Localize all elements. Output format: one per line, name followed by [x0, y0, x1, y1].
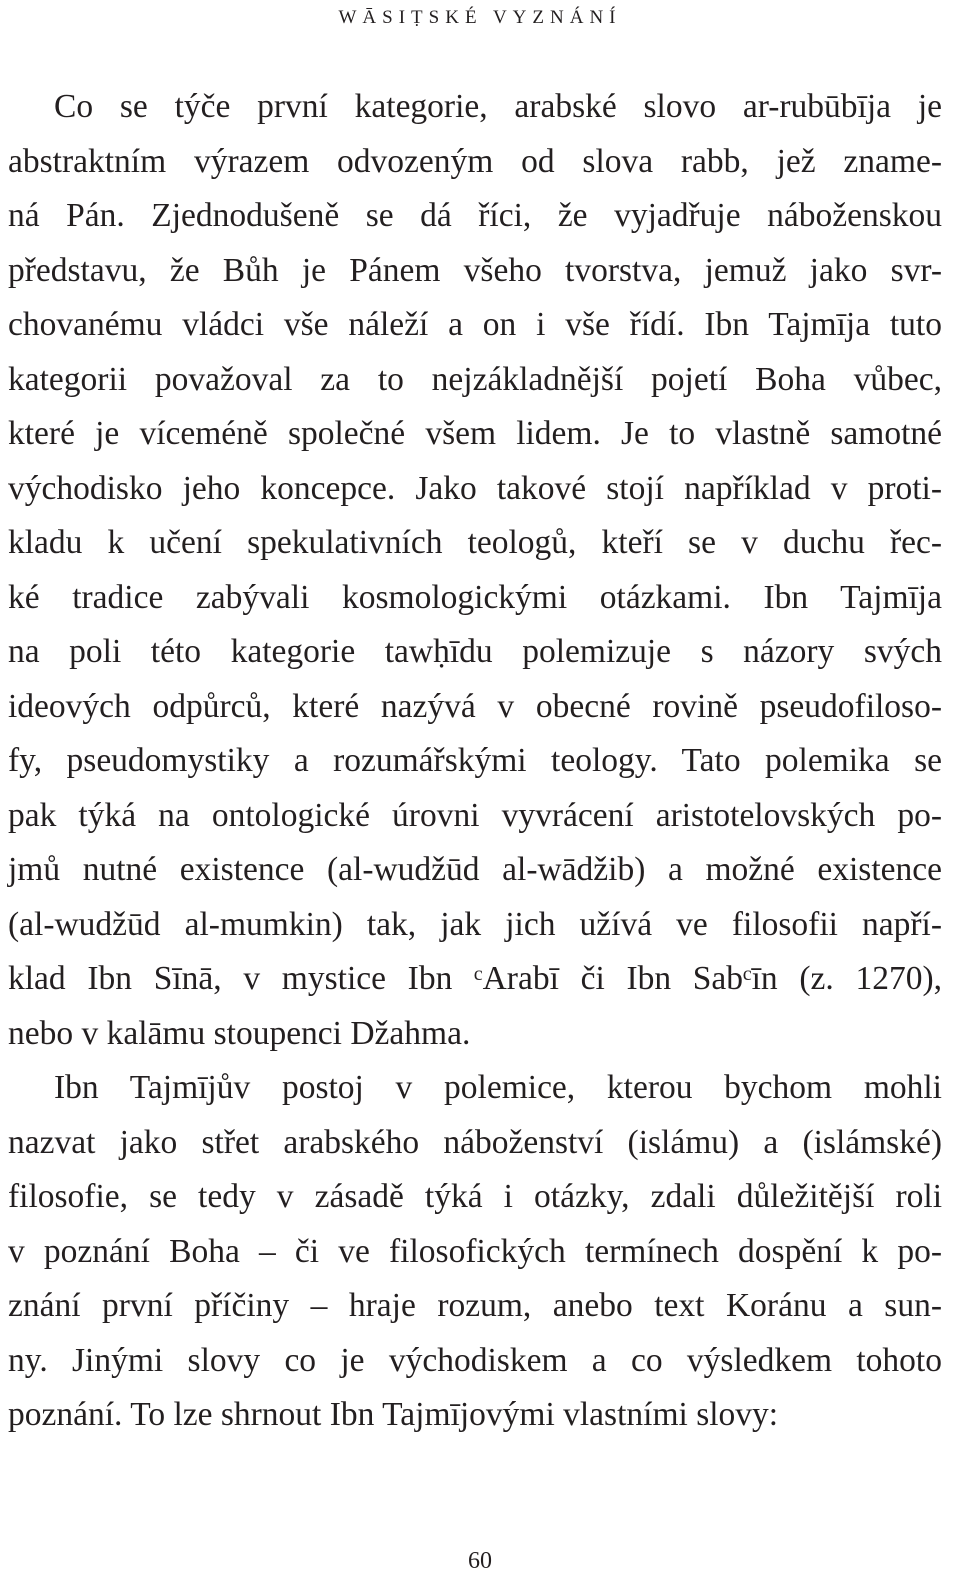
text-line: ideových odpůrců, které nazývá v obecné rovině pseudofiloso- [8, 687, 942, 725]
text-line: Co se týče první kategorie, arabské slovo ar-rubūbīja je [54, 88, 942, 125]
text-line: chovanému vládci vše náleží a on i vše řídí. Ibn Tajmīja tuto [8, 306, 942, 343]
text-line: pak týká na ontologické úrovni vyvrácení aristotelovských po- [8, 796, 942, 834]
text-line: nazvat jako střet arabského náboženství (islámu) a (islámské) [8, 1123, 942, 1161]
text-line: znání první příčiny – hraje rozum, anebo text Koránu a sun- [8, 1287, 942, 1324]
text-line: ny. Jinými slovy co je východiskem a co výsledkem tohoto [8, 1341, 942, 1379]
text-line: abstraktním výrazem odvozeným od slova rabb, jež zname- [8, 142, 942, 180]
text-line: představu, že Bůh je Pánem všeho tvorstva, jemuž jako svr- [8, 251, 942, 289]
text-line: klad Ibn Sīnā, v mystice Ibn ᶜArabī či Ibn Sabᶜīn (z. 1270), [8, 960, 942, 997]
text-line: na poli této kategorie tawḥīdu polemizuje s názory svých [8, 633, 942, 670]
text-line: filosofie, se tedy v zásadě týká i otázky, zdali důležitější roli [8, 1178, 942, 1215]
text-line: (al-wudžūd al-mumkin) tak, jak jich užívá ve filosofii napří- [8, 905, 942, 943]
text-line: fy, pseudomystiky a rozumářskými teology. Tato polemika se [8, 742, 942, 779]
text-line: Ibn Tajmījův postoj v polemice, kterou bychom mohli [54, 1069, 942, 1106]
paragraph-1 [8, 80, 942, 1061]
text-line: kategorii považoval za to nejzákladnější pojetí Boha vůbec, [8, 360, 942, 398]
text-line: jmů nutné existence (al-wudžūd al-wādžib) a možné existence [8, 851, 942, 888]
text-line: v poznání Boha – či ve filosofických termínech dospění k po- [8, 1232, 942, 1270]
text-line: které je víceméně společné všem lidem. Je to vlastně samotné [8, 415, 942, 452]
text-line: kladu k učení spekulativních teologů, kteří se v duchu řec- [8, 524, 942, 561]
text-line: poznání. To lze shrnout Ibn Tajmījovými vlastními slovy: [8, 1396, 779, 1433]
running-head: WĀSIṬSKÉ VYZNÁNÍ [338, 7, 622, 28]
body-text [8, 80, 942, 1443]
text-line: nebo v kalāmu stoupenci Džahma. [8, 1014, 471, 1052]
text-line: východisko jeho koncepce. Jako takové stojí například v proti- [8, 469, 942, 507]
text-line: ké tradice zabývali kosmologickými otázkami. Ibn Tajmīja [8, 578, 942, 616]
paragraph-2 [8, 1061, 942, 1443]
page-number: 60 [468, 1548, 492, 1574]
text-line: ná Pán. Zjednodušeně se dá říci, že vyjadřuje náboženskou [8, 197, 942, 234]
